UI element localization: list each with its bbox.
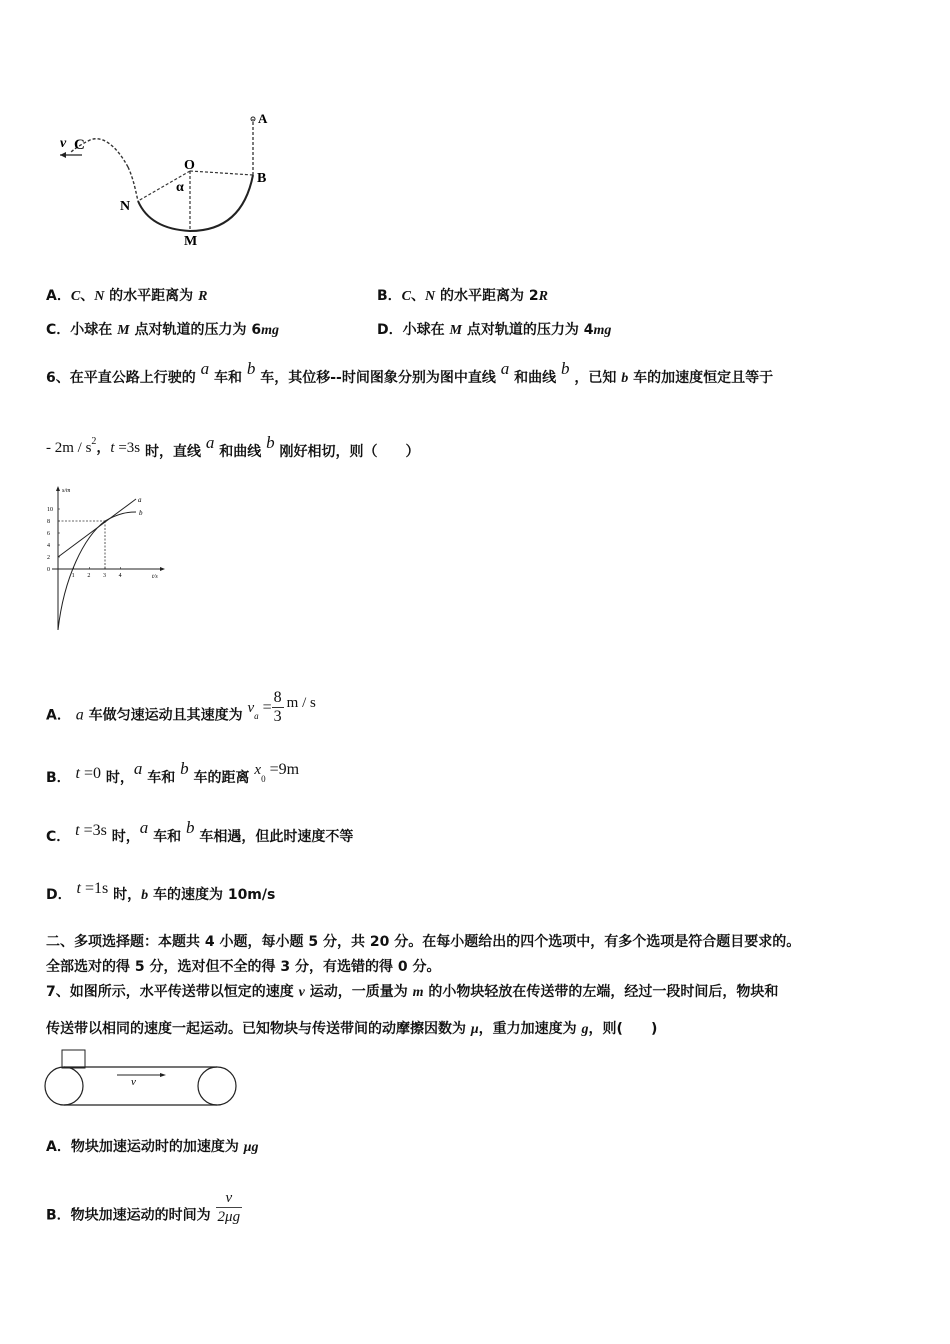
q6-stem-line1: 6、在平直公路上行驶的 a 车和 b 车，其位移--时间图象分别为图中直线 a 和曲线 b ，已知 b 车的加速度恒定且等于 — [46, 359, 774, 386]
label-v: v — [60, 136, 67, 151]
accel-value: - 2m / s — [46, 440, 92, 456]
velocity-arrow-head — [60, 152, 66, 158]
text: 、 — [80, 288, 95, 304]
var-a: a — [75, 706, 84, 724]
y-axis-label: s/m — [62, 488, 71, 494]
x-tick-label: 2 — [87, 573, 91, 579]
var-b: b — [246, 359, 256, 378]
option-letter: C． — [46, 322, 71, 338]
q7-stem-line2: 传送带以相同的速度一起运动。已知物块与传送带间的动摩擦因数为 μ，重力加速度为 g，则( ) — [46, 1021, 658, 1037]
var-m: M — [449, 323, 462, 338]
q5-option-a[interactable] — [46, 287, 207, 306]
label-m: M — [184, 234, 198, 249]
q6-option-a[interactable]: A． a 车做匀速运动且其速度为 $v_a$ = $\frac{8}{3}$ m / s — [46, 689, 316, 725]
var-b: b — [561, 359, 570, 378]
var-r: R — [538, 289, 548, 304]
frac-den: 2μg — [217, 1209, 241, 1225]
option-letter: A． — [46, 288, 71, 304]
frac-den: 3 — [273, 708, 282, 725]
text: 小球在 — [70, 322, 118, 338]
track-curve-link — [128, 167, 138, 201]
label-c: C — [74, 137, 85, 153]
label-b: B — [257, 171, 267, 186]
frac-num: v — [216, 1189, 243, 1208]
label-o: O — [184, 158, 195, 173]
var-m: M — [117, 323, 130, 338]
y-tick-label: 4 — [47, 543, 50, 549]
text: 的水平距离为 — [104, 288, 199, 304]
right-roller — [198, 1067, 236, 1105]
radius-o-b — [190, 171, 253, 175]
x-tick-label: 4 — [118, 573, 122, 579]
var-c: C — [70, 289, 81, 304]
var-a: a — [500, 359, 510, 378]
var-mg: mg — [261, 323, 279, 338]
q7-stem-line1: 7、如图所示，水平传送带以恒定的速度 v 运动，一质量为 m 的小物块轻放在传送带的左端，经过一段时间后，物块和 — [46, 984, 779, 1000]
q6-option-b[interactable]: B． t =0 时，a 车和 b 车的距离 $x_0 =9m$ — [46, 759, 300, 786]
q6-option-c[interactable]: C． t =3s 时，a 车和 b 车相遇，但此时速度不等 — [46, 818, 354, 845]
label-n: N — [120, 199, 131, 214]
q5-option-b[interactable] — [377, 287, 548, 306]
y-tick-label: 10 — [47, 507, 53, 513]
text: 、 — [411, 288, 426, 304]
curve-b — [58, 512, 136, 630]
text: 点对轨道的压力为 6 — [129, 322, 262, 338]
frac-num: 8 — [273, 689, 282, 706]
section2-heading-line1: 二、多项选择题：本题共 4 小题，每小题 5 分，共 20 分。在每小题给出的四个选项中，有多个选项是符合题目要求的。 — [46, 934, 801, 950]
y-tick-label: 6 — [47, 531, 50, 537]
section2-heading-line2: 全部选对的得 5 分，选对但不全的得 3 分，有选错的得 0 分。 — [46, 959, 441, 975]
belt-velocity-label: v — [131, 1076, 136, 1088]
var-t: t — [110, 440, 115, 456]
q7-option-a[interactable]: A．物块加速运动时的加速度为 μg — [46, 1139, 259, 1155]
var-r: R — [198, 289, 208, 304]
small-block — [62, 1050, 85, 1068]
q6-stem-line2: - $2m / s^2$，t =3s 时，直线 a 和曲线 b 刚好相切，则（ ） — [46, 433, 420, 460]
track-diagram — [50, 105, 290, 255]
var-mg: mg — [593, 323, 612, 338]
label-line-a: a — [138, 496, 142, 504]
text: 的水平距离为 2 — [435, 288, 539, 304]
q5-option-d[interactable] — [377, 321, 611, 340]
label-alpha: α — [176, 180, 184, 195]
q5-option-c[interactable] — [46, 321, 279, 340]
conveyor-belt-diagram — [42, 1048, 242, 1110]
q7-option-b[interactable]: B．物块加速运动的时间为 $\frac{v}{2\mu g}$ — [46, 1190, 241, 1225]
option-letter: B． — [377, 288, 402, 304]
semicircle-track — [138, 175, 253, 231]
var-b: b — [621, 371, 629, 386]
y-tick-label: 8 — [47, 519, 50, 525]
st-graph — [44, 482, 174, 637]
x-tick-label: 1 — [71, 573, 75, 579]
var-a: a — [200, 359, 210, 378]
q6-option-d[interactable]: D． t =1s 时，b 车的速度为 10m/s — [46, 880, 276, 903]
var-n: N — [425, 289, 436, 304]
x-tick-label: 3 — [103, 573, 107, 579]
text: 点对轨道的压力为 4 — [461, 322, 594, 338]
text: 小球在 — [402, 322, 450, 338]
label-a: A — [258, 111, 268, 126]
option-letter: D． — [377, 322, 403, 338]
x-axis-label: t/s — [152, 574, 158, 580]
left-roller — [45, 1067, 83, 1105]
var-v: v — [247, 699, 255, 716]
y-tick-label: 0 — [47, 567, 50, 573]
var-c: C — [401, 289, 412, 304]
label-curve-b: b — [139, 509, 143, 517]
y-tick-label: 2 — [47, 555, 50, 561]
var-n: N — [94, 289, 105, 304]
